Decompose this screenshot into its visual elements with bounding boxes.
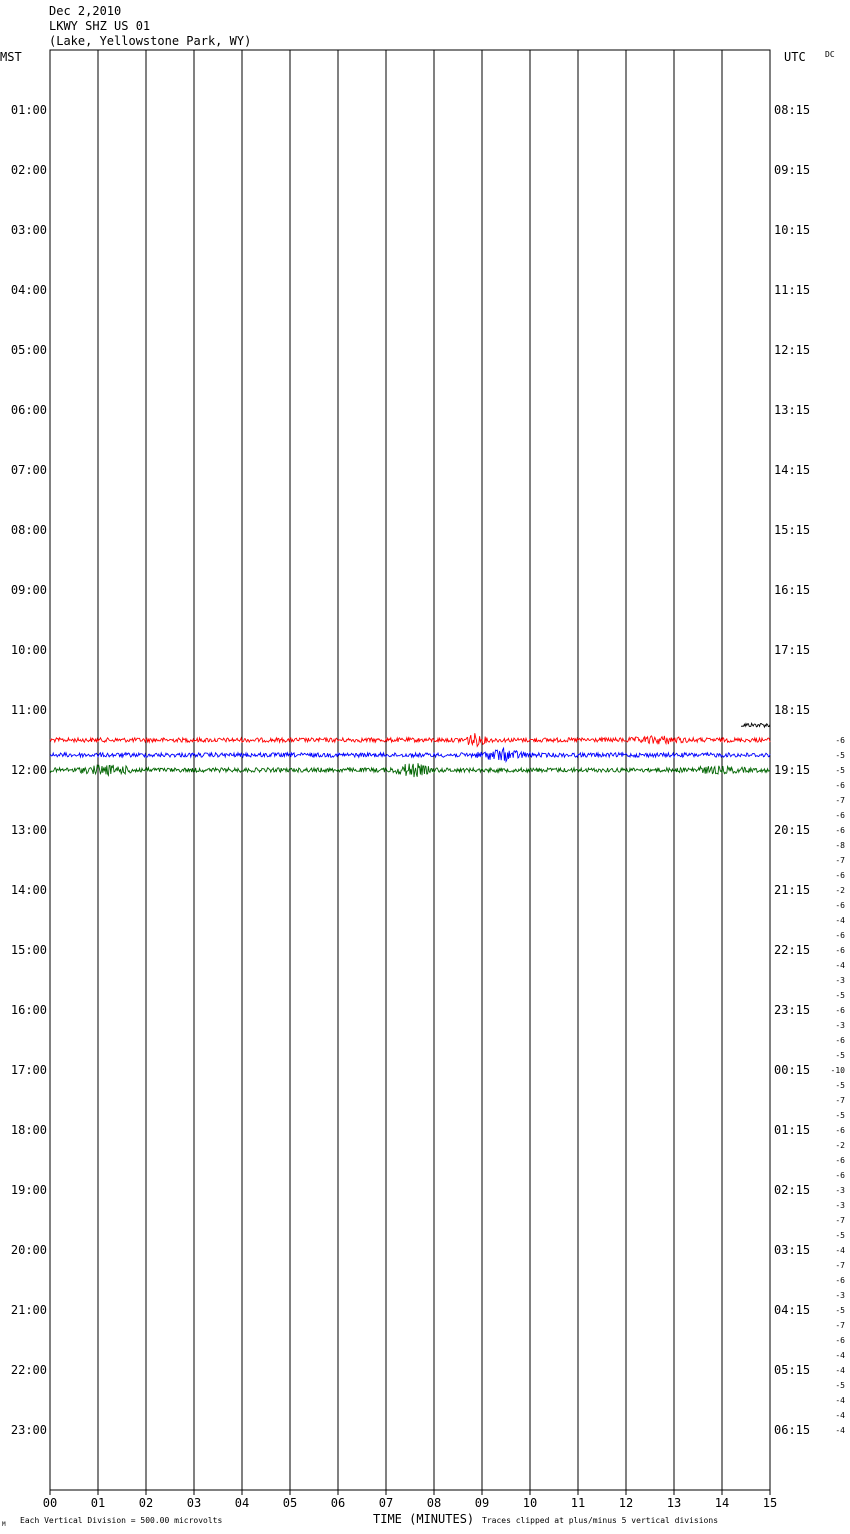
trace-scale-value: -4 (835, 1411, 845, 1420)
seismic-traces (50, 723, 770, 777)
utc-hour-label: 08:15 (774, 103, 811, 117)
x-axis-ticks (43, 1490, 777, 1510)
trace-scale-value: -4 (835, 1426, 845, 1435)
trace-scale-value: -6 (835, 736, 845, 745)
trace-scale-value: -6 (835, 1156, 845, 1165)
mst-hour-label: 01:00 (10, 103, 47, 117)
utc-hour-label: 06:15 (774, 1423, 811, 1437)
x-tick-label: 07 (378, 1496, 394, 1510)
utc-hour-label: 23:15 (774, 1003, 811, 1017)
trace-scale-value: -5 (835, 1081, 845, 1090)
mst-hour-label: 17:00 (10, 1063, 47, 1077)
x-tick-label: 10 (522, 1496, 538, 1510)
trace-scale-value: -3 (835, 1186, 845, 1195)
trace-scale-value: -5 (835, 751, 845, 760)
utc-hour-label: 11:15 (774, 283, 811, 297)
header-date: Dec 2,2010 (49, 4, 122, 18)
corner-mark: M (2, 1521, 6, 1528)
mst-hour-label: 09:00 (10, 583, 47, 597)
mst-hour-label: 15:00 (10, 943, 47, 957)
utc-hour-label: 17:15 (774, 643, 811, 657)
trace-scale-value: -5 (835, 1231, 845, 1240)
trace-scale-value: -4 (835, 1351, 845, 1360)
utc-hour-label: 12:15 (774, 343, 811, 357)
trace-scale-value: -8 (835, 841, 845, 850)
x-axis-title: TIME (MINUTES) (373, 1512, 475, 1526)
x-tick-label: 00 (42, 1496, 58, 1510)
mst-hour-label: 07:00 (10, 463, 47, 477)
trace-scale-value: -5 (835, 991, 845, 1000)
utc-hour-labels (774, 103, 810, 1437)
trace-scale-value: -6 (835, 1336, 845, 1345)
utc-hour-label: 19:15 (774, 763, 811, 777)
trace-scale-value: -6 (835, 1036, 845, 1045)
seismic-trace (50, 748, 770, 761)
trace-scale-value: -4 (835, 1246, 845, 1255)
trace-scale-value: -6 (835, 1126, 845, 1135)
trace-scale-value: -5 (835, 766, 845, 775)
mst-hour-label: 05:00 (10, 343, 47, 357)
utc-hour-label: 05:15 (774, 1363, 811, 1377)
mst-hour-label: 18:00 (10, 1123, 47, 1137)
trace-scale-value: -5 (835, 1051, 845, 1060)
trace-scale-value: -2 (835, 886, 845, 895)
trace-scale-value: -6 (835, 1171, 845, 1180)
utc-hour-label: 10:15 (774, 223, 811, 237)
trace-scale-value: -6 (835, 871, 845, 880)
x-tick-label: 15 (762, 1496, 778, 1510)
mst-hour-label: 20:00 (10, 1243, 47, 1257)
utc-hour-label: 03:15 (774, 1243, 811, 1257)
utc-hour-label: 14:15 (774, 463, 811, 477)
left-timezone-label: MST (0, 50, 22, 64)
trace-scale-value: -6 (835, 946, 845, 955)
trace-scale-value: -6 (835, 811, 845, 820)
mst-hour-label: 08:00 (10, 523, 47, 537)
trace-scale-value: -5 (835, 1111, 845, 1120)
trace-scale-value: -7 (835, 796, 845, 805)
mst-hour-label: 02:00 (10, 163, 47, 177)
utc-hour-label: 01:15 (774, 1123, 811, 1137)
x-tick-label: 08 (426, 1496, 442, 1510)
right-timezone-label: UTC (784, 50, 806, 64)
dc-label: DC (825, 50, 835, 59)
utc-hour-label: 16:15 (774, 583, 811, 597)
utc-hour-label: 13:15 (774, 403, 811, 417)
mst-hour-label: 04:00 (10, 283, 47, 297)
trace-scale-value: -5 (835, 1381, 845, 1390)
mst-hour-label: 22:00 (10, 1363, 47, 1377)
x-tick-label: 14 (714, 1496, 730, 1510)
trace-scale-value: -3 (835, 976, 845, 985)
trace-scale-value: -6 (835, 826, 845, 835)
trace-scale-value: -6 (835, 1006, 845, 1015)
utc-hour-label: 04:15 (774, 1303, 811, 1317)
x-tick-label: 06 (330, 1496, 346, 1510)
mst-hour-label: 03:00 (10, 223, 47, 237)
mst-hour-label: 14:00 (10, 883, 47, 897)
utc-hour-label: 09:15 (774, 163, 811, 177)
x-tick-label: 11 (570, 1496, 586, 1510)
seismic-trace (741, 723, 770, 727)
header-location: (Lake, Yellowstone Park, WY) (49, 34, 252, 48)
header-station: LKWY SHZ US 01 (49, 19, 151, 33)
x-tick-label: 13 (666, 1496, 682, 1510)
trace-scale-value: -7 (835, 1216, 845, 1225)
trace-scale-value: -7 (835, 856, 845, 865)
trace-scale-value: -7 (835, 1261, 845, 1270)
trace-scale-value: -4 (835, 1396, 845, 1405)
utc-hour-label: 21:15 (774, 883, 811, 897)
x-tick-label: 03 (186, 1496, 202, 1510)
trace-scale-value: -7 (835, 1096, 845, 1105)
trace-scale-value: -2 (835, 1141, 845, 1150)
mst-hour-label: 19:00 (10, 1183, 47, 1197)
utc-hour-label: 15:15 (774, 523, 811, 537)
utc-hour-label: 22:15 (774, 943, 811, 957)
mst-hour-label: 13:00 (10, 823, 47, 837)
utc-hour-label: 00:15 (774, 1063, 811, 1077)
utc-hour-label: 18:15 (774, 703, 811, 717)
mst-hour-label: 06:00 (10, 403, 47, 417)
trace-scale-value: -3 (835, 1021, 845, 1030)
x-tick-label: 05 (282, 1496, 298, 1510)
trace-scale-value: -6 (835, 781, 845, 790)
mst-hour-label: 21:00 (10, 1303, 47, 1317)
scale-note: Each Vertical Division = 500.00 microvolts (20, 1516, 223, 1525)
mst-hour-label: 23:00 (10, 1423, 47, 1437)
trace-scale-value: -4 (835, 961, 845, 970)
seismic-trace (50, 733, 770, 746)
trace-scale-values (831, 736, 846, 1435)
x-tick-label: 12 (618, 1496, 634, 1510)
mst-hour-label: 12:00 (10, 763, 47, 777)
trace-scale-value: -5 (835, 1306, 845, 1315)
x-tick-label: 09 (474, 1496, 490, 1510)
trace-scale-value: -6 (835, 901, 845, 910)
seismic-trace (50, 763, 770, 777)
trace-scale-value: -7 (835, 1321, 845, 1330)
x-tick-label: 01 (90, 1496, 106, 1510)
utc-hour-label: 20:15 (774, 823, 811, 837)
mst-hour-label: 10:00 (10, 643, 47, 657)
trace-scale-value: -4 (835, 916, 845, 925)
trace-scale-value: -6 (835, 931, 845, 940)
trace-scale-value: -3 (835, 1291, 845, 1300)
utc-hour-label: 02:15 (774, 1183, 811, 1197)
trace-scale-value: -4 (835, 1366, 845, 1375)
trace-scale-value: -6 (835, 1276, 845, 1285)
x-tick-label: 04 (234, 1496, 250, 1510)
mst-hour-label: 16:00 (10, 1003, 47, 1017)
trace-scale-value: -3 (835, 1201, 845, 1210)
mst-hour-labels (11, 103, 47, 1437)
clip-note: Traces clipped at plus/minus 5 vertical divisions (482, 1516, 719, 1525)
x-tick-label: 02 (138, 1496, 154, 1510)
mst-hour-label: 11:00 (10, 703, 47, 717)
trace-scale-value: -10 (830, 1066, 845, 1075)
